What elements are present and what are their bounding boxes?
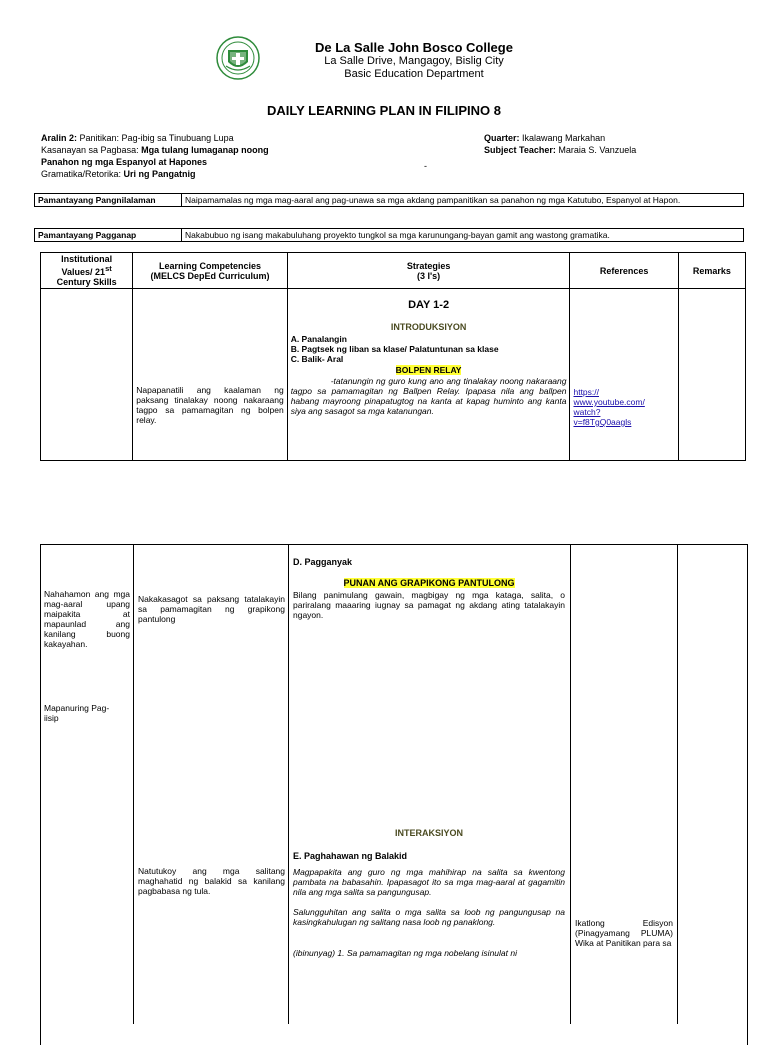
youtube-reference-link[interactable]: https:// www.youtube.com/ watch? v=f8TgQ0aagls xyxy=(573,387,645,427)
header-competencies: Learning Competencies (MELCS DepEd Curriculum) xyxy=(133,253,287,289)
item-c: C. Balik- Aral xyxy=(290,354,344,364)
bolpen-relay-desc: -tatanungin ng guro kung ano ang tinalakay noong nakaraang tagpo sa pamamagitan ng Ballpen Relay. Ipapasa nila ang ballpen habang mayroong pinapatugtog na kanta at kapag huminto ang kanta siya ang sasagot sa mga katanungan. xyxy=(290,376,567,416)
pangnilalaman-text: Naipamamalas ng mga mag-aaral ang pag-unawa sa mga akdang pampanitikan sa panahon ng mga Katutubo, Espanyol at Hapon. xyxy=(182,194,744,207)
pagganap-table xyxy=(34,228,744,242)
day1-remarks-cell xyxy=(678,289,745,461)
plan-table-day1 xyxy=(40,252,746,461)
value-mapanuring: Mapanuring Pag- iisip xyxy=(44,703,110,723)
school-address: La Salle Drive, Mangagoy, Bislig City xyxy=(324,55,504,67)
pagganap-label: Pamantayang Pagganap xyxy=(35,229,182,242)
item-e: E. Paghahawan ng Balakid xyxy=(293,851,408,861)
bolpen-relay-label: BOLPEN RELAY xyxy=(395,365,462,375)
kasanayan-line-2: Panahon ng mga Espanyol at Hapones xyxy=(41,157,208,167)
header-remarks: Remarks xyxy=(678,253,745,289)
balakid-desc-1: Magpapakita ang guro ng mga mahihirap na salita sa kwentong pambata na babasahin. Ipapasagot ito sa mga mag-aaral at gagamitin nila ang mga salita sa pangungusap. xyxy=(293,867,565,897)
school-department: Basic Education Department xyxy=(344,68,484,80)
item-d: D. Pagganyak xyxy=(293,557,353,567)
day1-reference-cell xyxy=(570,289,678,461)
item-a: A. Panalangin xyxy=(290,334,347,344)
balakid-desc-3: (ibinunyag) 1. Sa pamamagitan ng mga nobelang isinulat ni xyxy=(293,948,517,958)
aralin-value: Panitikan: Pag-ibig sa Tinubuang Lupa xyxy=(79,133,234,143)
kasanayan-line: Kasanayan sa Pagbasa: Mga tulang lumaganap noong xyxy=(41,145,269,155)
aralin-line: Aralin 2: Panitikan: Pag-ibig sa Tinubuang Lupa xyxy=(41,133,234,143)
item-b: B. Pagtsek ng liban sa klase/ Palatuntunan sa klase xyxy=(290,344,499,354)
day1-competency: Napapanatili ang kaalaman ng paksang tinalakay noong nakaraang tagpo sa pamamagitan ng bolpen relay. xyxy=(133,289,287,461)
punan-grapiko-desc: Bilang panimulang gawain, magbigay ng mga kataga, salita, o pariralang maaaring iugnay sa pamagat ng akdang ating tatalakayin ngayon. xyxy=(293,590,565,620)
dash-mark: - xyxy=(424,161,427,171)
header-strategies: Strategies (3 I's) xyxy=(287,253,570,289)
competency-balakid: Natutukoy ang mga salitang maghahatid ng balakid sa kanilang pagbabasa ng tula. xyxy=(138,866,285,896)
gramatika-line: Gramatika/Retorika: Uri ng Pangatnig xyxy=(41,169,196,179)
pagganap-text: Nakabubuo ng isang makabuluhang proyekto tungkol sa mga karunungang-bayan gamit ang wastong gramatika. xyxy=(182,229,744,242)
punan-grapiko-label: PUNAN ANG GRAPIKONG PANTULONG xyxy=(343,578,515,588)
pangnilalaman-label: Pamantayang Pangnilalaman xyxy=(35,194,182,207)
introduksiyon-heading: INTRODUKSIYON xyxy=(390,322,467,332)
day1-strategies-cell xyxy=(287,289,570,461)
header-references: References xyxy=(570,253,678,289)
reference-pluma: Ikatlong Edisyon (Pinagyamang PLUMA) Wika at Panitikan para sa xyxy=(575,918,673,948)
header-values: Institutional Values/ 21st Century Skills xyxy=(41,253,133,289)
school-name: De La Salle John Bosco College xyxy=(315,40,513,55)
teacher-line: Subject Teacher: Maraia S. Vanzuela xyxy=(484,145,637,155)
value-nahahamon: Nahahamon ang mga mag-aaral upang maipakita at mapaunlad ang kanilang buong kakayahan. xyxy=(44,589,130,649)
pangnilalaman-table xyxy=(34,193,744,207)
plan-title: DAILY LEARNING PLAN IN FILIPINO 8 xyxy=(266,103,502,118)
day-label: DAY 1-2 xyxy=(408,299,450,311)
interaksiyon-heading: INTERAKSIYON xyxy=(394,828,463,838)
balakid-desc-2: Salungguhitan ang salita o mga salita sa loob ng pangungusap na kasingkahulugan ng salitang nasa loob ng panaklong. xyxy=(293,907,565,927)
day1-values-cell xyxy=(41,289,133,461)
quarter-line: Quarter: Ikalawang Markahan xyxy=(484,133,606,143)
competency-grapiko: Nakakasagot sa paksang tatalakayin sa pamamagitan ng grapikong pantulong xyxy=(138,594,285,624)
